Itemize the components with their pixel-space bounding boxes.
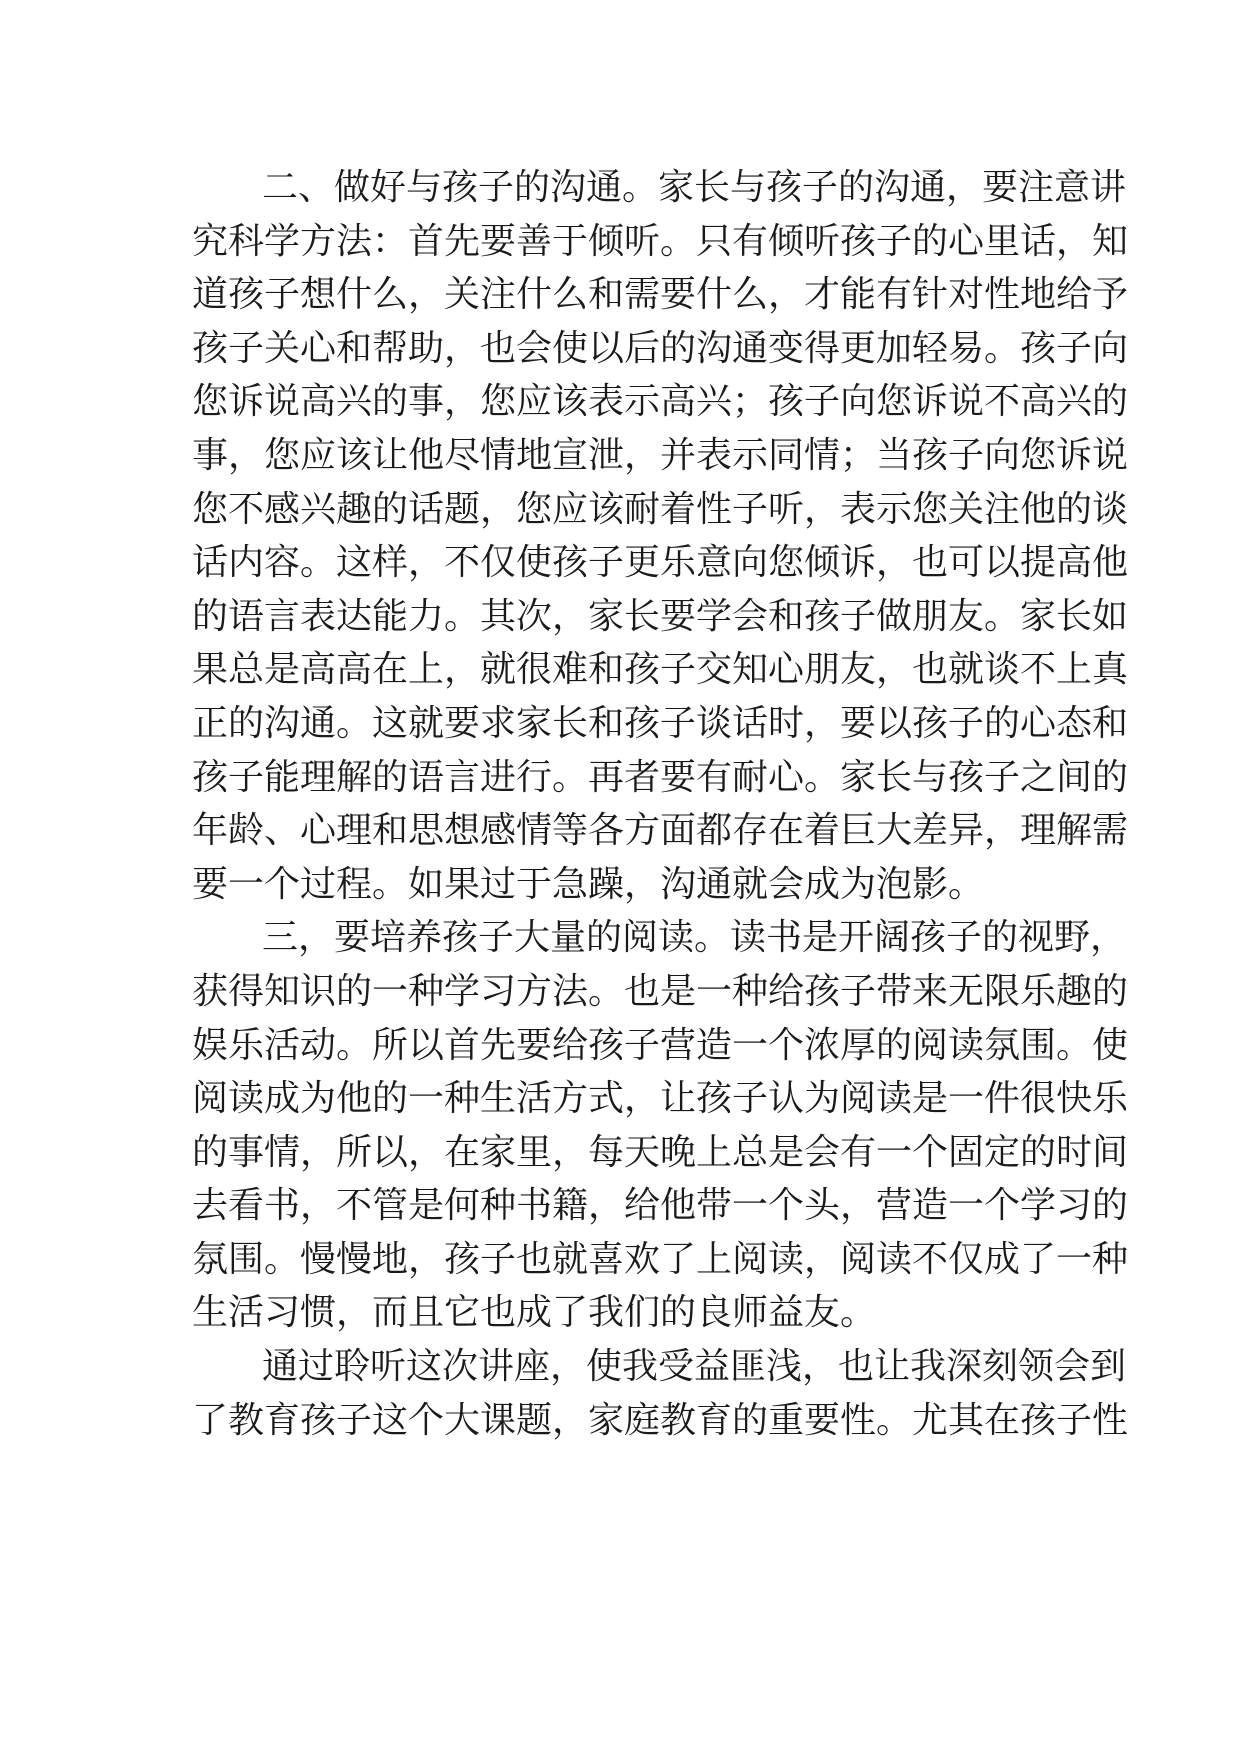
paragraph-3-line-1: 通过聆听这次讲座，使我受益匪浅，也让我深刻领会到 <box>262 1346 1127 1388</box>
paragraph-1-line-7: 您不感兴趣的话题，您应该耐着性子听，表示您关注他的谈 <box>192 488 1129 530</box>
body-text <box>192 161 1129 1447</box>
paragraph-2-line-2: 获得知识的一种学习方法。也是一种给孩子带来无限乐趣的 <box>192 970 1129 1012</box>
paragraph-1-line-5: 您诉说高兴的事，您应该表示高兴；孩子向您诉说不高兴的 <box>192 381 1129 423</box>
paragraph-1-line-1: 二、做好与孩子的沟通。家长与孩子的沟通，要注意讲 <box>262 167 1127 208</box>
paragraph-3-line-2: 了教育孩子这个大课题，家庭教育的重要性。尤其在孩子性 <box>192 1399 1129 1441</box>
paragraph-1-line-10: 果总是高高在上，就很难和孩子交知心朋友，也就谈不上真 <box>192 649 1129 691</box>
paragraph-1-line-14: 要一个过程。如果过于急躁，沟通就会成为泡影。 <box>192 863 985 905</box>
paragraph-1-line-13: 年龄、心理和思想感情等各方面都存在着巨大差异，理解需 <box>192 810 1129 852</box>
paragraph-1-line-4: 孩子关心和帮助，也会使以后的沟通变得更加轻易。孩子向 <box>192 327 1129 369</box>
paragraph-1-line-6: 事，您应该让他尽情地宣泄，并表示同情；当孩子向您诉说 <box>192 434 1129 476</box>
paragraph-2-line-6: 去看书，不管是何种书籍，给他带一个头，营造一个学习的 <box>192 1185 1129 1227</box>
paragraph-2-line-5: 的事情，所以，在家里，每天晚上总是会有一个固定的时间 <box>192 1131 1129 1173</box>
paragraph-1-line-3: 道孩子想什么，关注什么和需要什么，才能有针对性地给予 <box>192 274 1129 316</box>
paragraph-1-line-11: 正的沟通。这就要求家长和孩子谈话时，要以孩子的心态和 <box>192 702 1129 744</box>
paragraph-1-line-2: 究科学方法：首先要善于倾听。只有倾听孩子的心里话，知 <box>192 220 1129 262</box>
paragraph-1-line-12: 孩子能理解的语言进行。再者要有耐心。家长与孩子之间的 <box>192 756 1129 798</box>
paragraph-2-line-1: 三，要培养孩子大量的阅读。读书是开阔孩子的视野， <box>262 917 1127 959</box>
paragraph-2-line-7: 氛围。慢慢地，孩子也就喜欢了上阅读，阅读不仅成了一种 <box>192 1238 1129 1280</box>
paragraph-2-line-8: 生活习惯，而且它也成了我们的良师益友。 <box>192 1292 877 1334</box>
paragraph-2-line-3: 娱乐活动。所以首先要给孩子营造一个浓厚的阅读氛围。使 <box>192 1024 1129 1066</box>
paragraph-1-line-9: 的语言表达能力。其次，家长要学会和孩子做朋友。家长如 <box>192 595 1129 637</box>
paragraph-2-line-4: 阅读成为他的一种生活方式，让孩子认为阅读是一件很快乐 <box>192 1078 1129 1120</box>
paragraph-1-line-8: 话内容。这样，不仅使孩子更乐意向您倾诉，也可以提高他 <box>192 542 1129 584</box>
